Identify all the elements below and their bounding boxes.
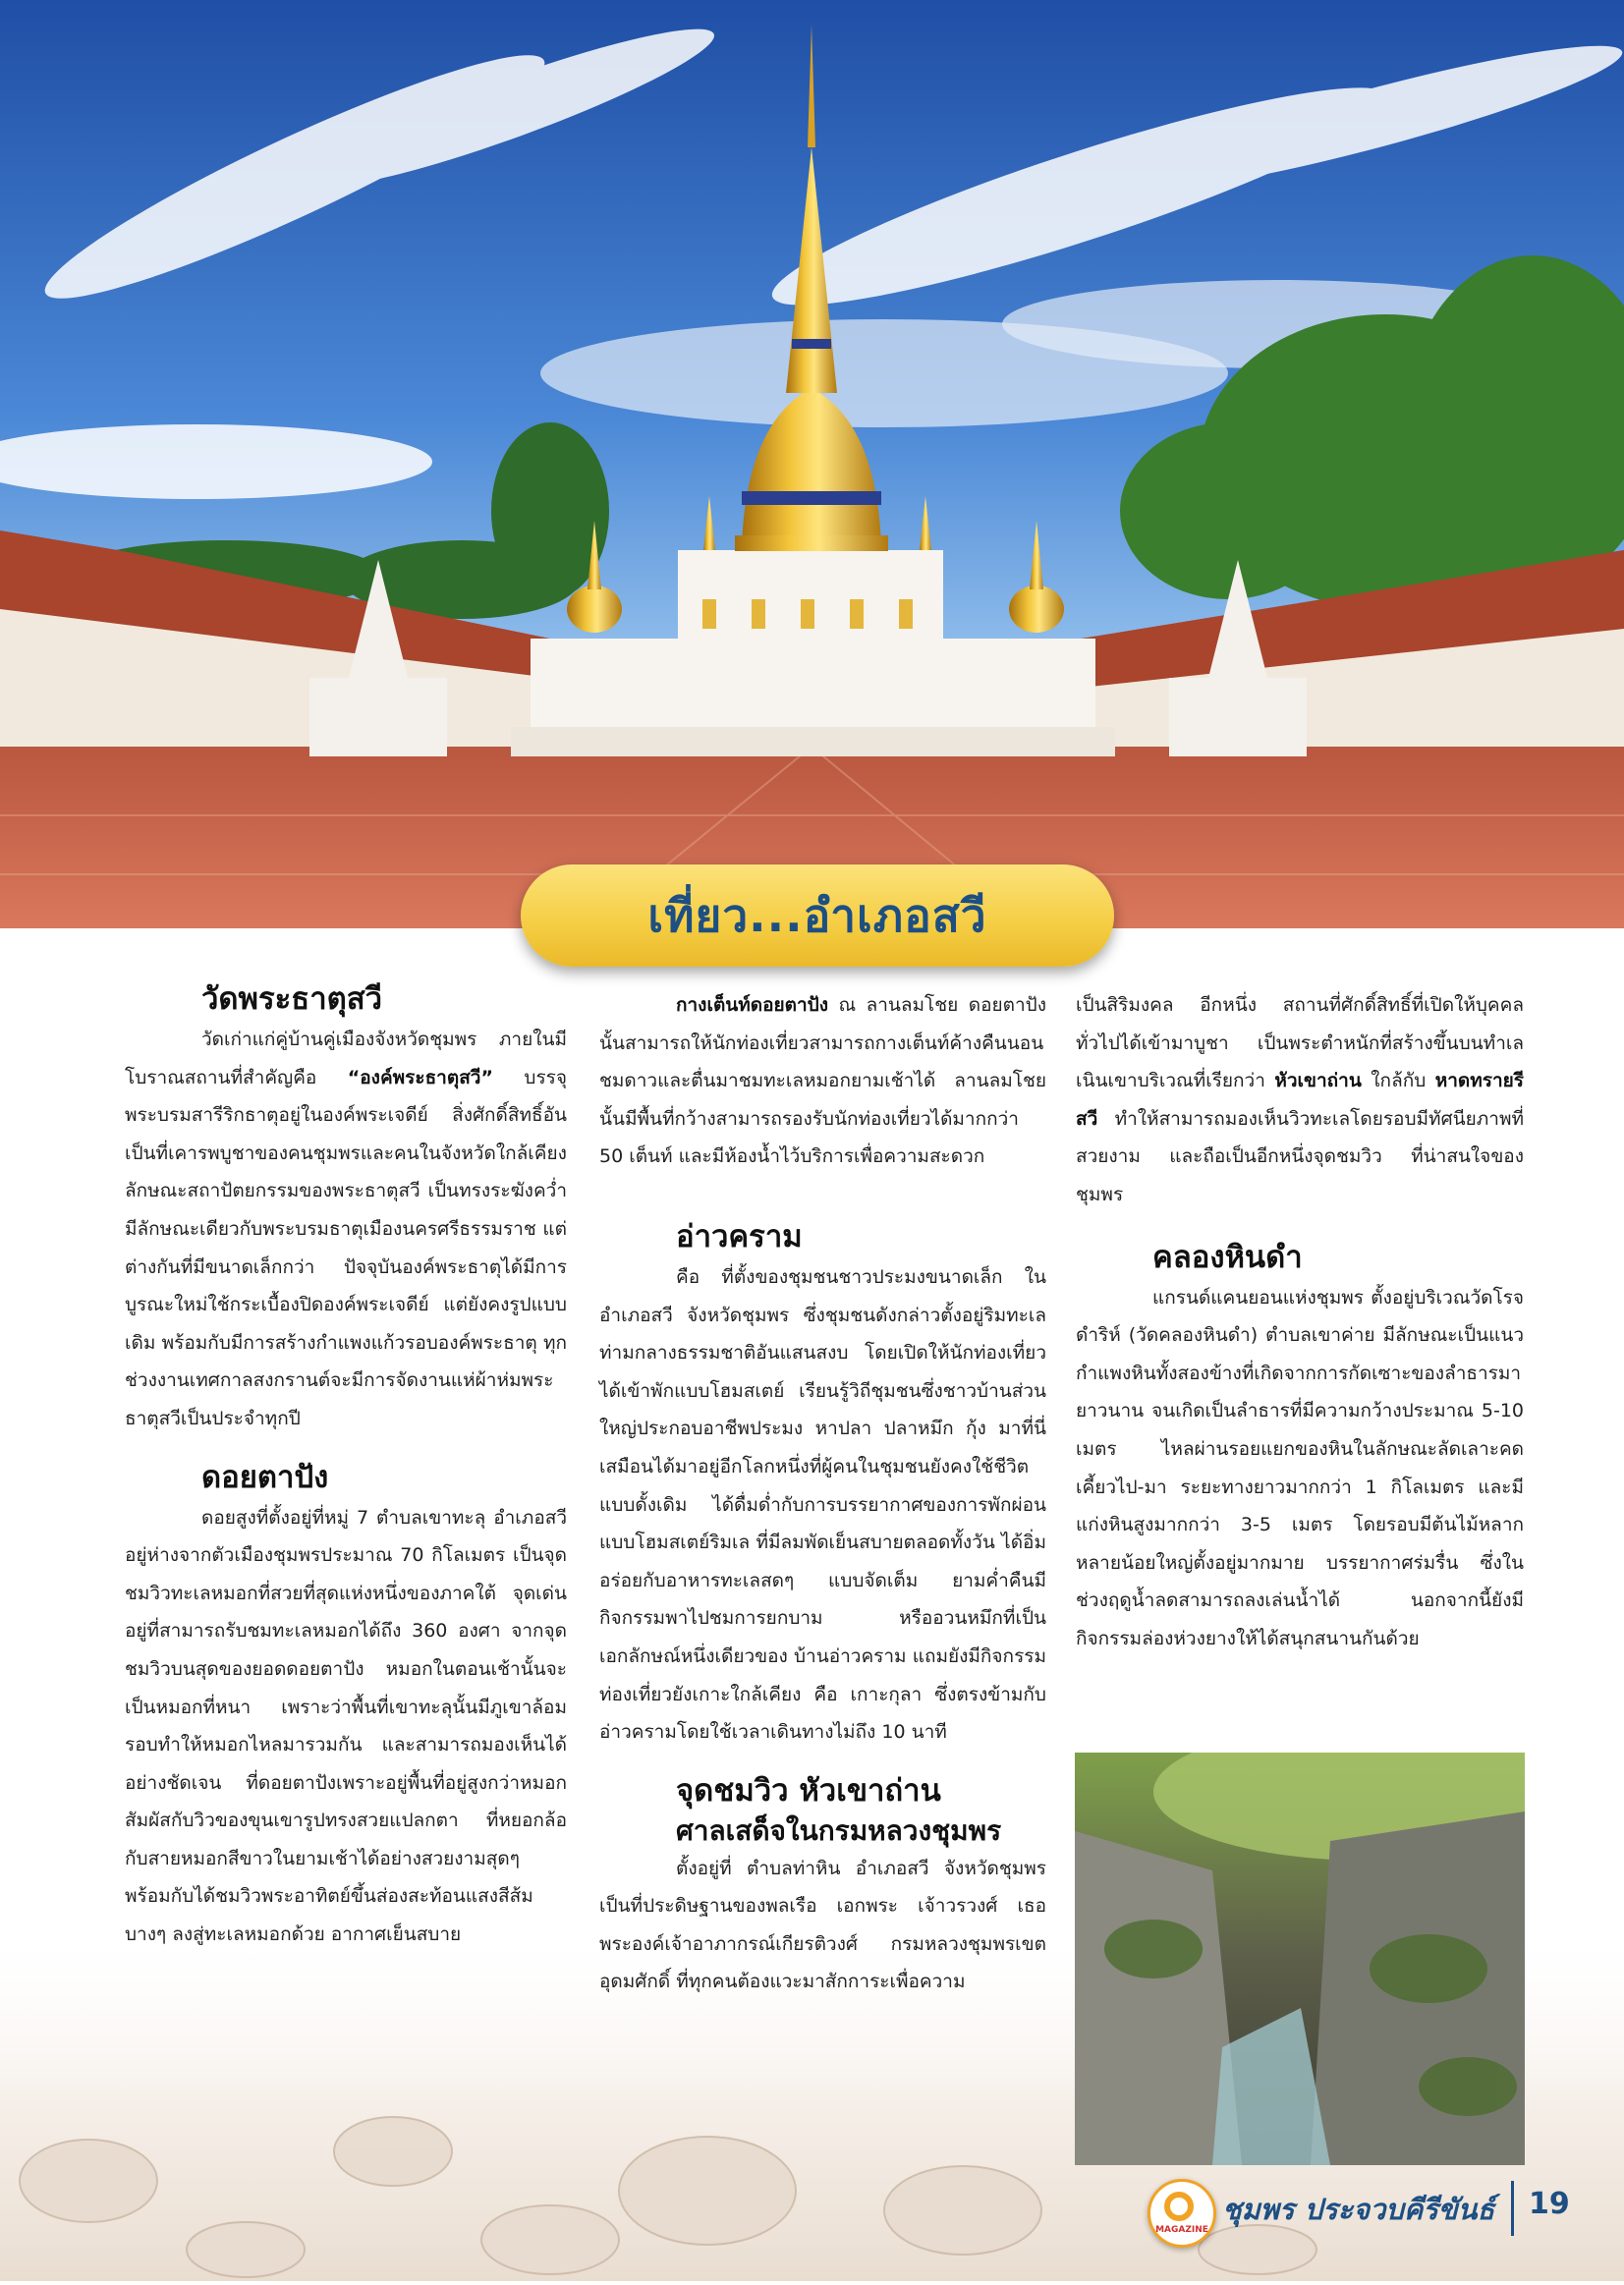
paragraph-shrine: ตั้งอยู่ที่ ตำบลท่าหิน อำเภอสวี จังหวัดชุมพร เป็นที่ประดิษฐานของพลเรือ เอกพระ เจ้าวรวงศ์ เธอ พระองค์เจ้าอาภากรณ์เกียรติวงศ์ กรมหลวงชุมพรเขตอุดมศักดิ์ ที่ทุกคนต้องแวะมาสักการะเพื่อความ xyxy=(599,1857,1046,1993)
bold-run: กางเต็นท์ดอยตาปัง xyxy=(676,994,829,1016)
logo-ring-icon xyxy=(1164,2192,1194,2221)
heading-ao-khram: อ่าวคราม xyxy=(676,1218,803,1254)
footer-divider xyxy=(1511,2181,1514,2236)
bold-run: หัวเขาถ่าน xyxy=(1274,1070,1362,1092)
hero-photo-pagoda xyxy=(0,0,1624,928)
subheading-shrine: ศาลเสด็จในกรมหลวงชุมพร xyxy=(676,1813,1002,1847)
paragraph-camping xyxy=(599,986,1046,1176)
paragraph-ao-khram: คือ ที่ตั้งของชุมชนชาวประมงขนาดเล็ก ในอำเภอสวี จังหวัดชุมพร ซึ่งชุมชนดังกล่าวตั้งอยู่ริมทะเลท่ามกลางธรรมชาติอันแสนสงบ โดยเปิดให้นักท่องเที่ยวได้เข้าพักแบบโฮมสเตย์ เรียนรู้วิถีชุมชนซึ่งชาวบ้านส่วนใหญ่ประกอบอาชีพประมง หาปลา ปลาหมึก กุ้ง มาที่นี่เสมือนได้มาอยู่อีกโลกหนึ่งที่ผู้คนในชุมชนยังคงใช้ชีวิตแบบดั้งเดิม ได้ดื่มด่ำกับการบรรยากาศของการพักผ่อนแบบโฮมสเตย์ริมเล ที่มีลมพัดเย็นสบายตลอดทั้งวัน ได้อิ่มอร่อยกับอาหารทะเลสดๆ แบบจัดเต็ม ยามค่ำคืนมีกิจกรรมพาไปชมการยกบาม หรืออวนหมึกที่เป็นเอกลักษณ์หนึ่งเดียวของ บ้านอ่าวคราม แถมยังมีกิจกรรมท่องเที่ยวยังเกาะใกล้เคียง คือ เกาะกุลา ซึ่งตรงข้ามกับอ่าวครามโดยใช้เวลาเดินทางไม่ถึง 10 นาที xyxy=(599,1265,1046,1744)
text-run: บรรจุพระบรมสารีริกธาตุอยู่ในองค์พระเจดีย์ สิ่งศักดิ์สิทธิ์อันเป็นที่เคารพบูชาของคนชุมพรและคนในจังหวัดใกล้เคียง ลักษณะสถาปัตยกรรมของพระธาตุสวี เป็นทรงระฆังคว่ำ มีลักษณะเดียวกับพระบรมธาตุเมืองนครศรีธรรมราช แต่ต่างกันที่มีขนาดเล็กกว่า ปัจจุบันองค์พระธาตุได้มีการบูรณะใหม่ใช้กระเบื้องปิดองค์พระเจดีย์ แต่ยังคงรูปแบบเดิม พร้อมกับมีการสร้างกำแพงแก้วรอบองค์พระธาตุ ทุกช่วงงานเทศกาลสงกรานต์จะมีการจัดงานแห่ผ้าห่มพระธาตุสวีเป็นประจำทุกปี xyxy=(125,1066,567,1429)
photo-khlong-hin-dam xyxy=(1075,1753,1525,2165)
text-run: วัดเก่าแก่คู่บ้านคู่เมืองจังหวัดชุมพร ภายในมีโบราณสถานที่สำคัญคือ xyxy=(125,1029,567,1088)
heading-khlong-hin-dam: คลองหินดำ xyxy=(1152,1239,1303,1275)
column-2 xyxy=(599,977,1046,2001)
column-3 xyxy=(1076,977,1524,1658)
banner-title: เที่ยว...อำเภอสวี xyxy=(647,888,987,942)
paragraph-doi-ta-pang: ดอยสูงที่ตั้งอยู่ที่หมู่ 7 ตำบลเขาทะลุ อำเภอสวี อยู่ห่างจากตัวเมืองชุมพรประมาณ 70 กิโลเมตร เป็นจุดชมวิวทะเลหมอกที่สวยที่สุดแห่งหนึ่งของภาคใต้ จุดเด่นอยู่ที่สามารถรับชมทะเลหมอกได้ถึง 360 องศา จากจุดชมวิวบนสุดของยอดดอยตาปัง หมอกในตอนเช้านั้นจะเป็นหมอกที่หนา เพราะว่าพื้นที่เขาทะลุนั้นมีภูเขาล้อมรอบทำให้หมอกไหลมารวมกัน และสามารถมองเห็นได้อย่างชัดเจน ที่ดอยตาปังเพราะอยู่พื้นที่อยู่สูงกว่าหมอก สัมผัสกับวิวของขุนเขารูปทรงสวยแปลกตา ที่หยอกล้อกับสายหมอกสีขาวในยามเช้าได้อย่างสวยงามสุดๆ พร้อมกับได้ชมวิวพระอาทิตย์ขึ้นส่องสะท้อนแสงสีส้มบางๆ ลงสู่ทะเลหมอกด้วย อากาศเย็นสบาย xyxy=(125,1506,567,1946)
paragraph-wat-phra-that-sawi xyxy=(125,1021,567,1438)
footer-title: ชุมพร ประจวบคีรีขันธ์ xyxy=(1222,2193,1495,2226)
text-run: ทำให้สามารถมองเห็นวิวทะเลโดยรอบมีทัศนียภาพที่สวยงาม และถือเป็นอีกหนึ่งจุดชมวิว ที่น่าสนใจของชุมพร xyxy=(1076,1107,1524,1205)
heading-wat-phra-that-sawi: วัดพระธาตุสวี xyxy=(201,981,383,1017)
text-run: เป็นสิริมงคล อีกหนึ่ง สถานที่ศักดิ์สิทธิ์ที่เปิดให้บุคคลทั่วไปได้เข้ามาบูชา เป็นพระตำหนักที่สร้างขึ้นบนทำเลเนินเขาบริเวณที่เรียกว่า xyxy=(1076,994,1524,1092)
page-number: 19 xyxy=(1529,2187,1570,2221)
heading-doi-ta-pang: ดอยตาปัง xyxy=(201,1459,329,1495)
paragraph-khlong-hin-dam: แกรนด์แคนยอนแห่งชุมพร ตั้งอยู่บริเวณวัดโรจดำริห์ (วัดคลองหินดำ) ตำบลเขาค่าย มีลักษณะเป็นแนวกำแพงหินทั้งสองข้างที่เกิดจากการกัดเซาะของลำธารมายาวนาน จนเกิดเป็นลำธารที่มีความกว้างประมาณ 5-10 เมตร ไหลผ่านรอยแยกของหินในลักษณะลัดเลาะคดเคี้ยวไป-มา ระยะทางยาวมากกว่า 1 กิโลเมตร และมีแก่งหินสูงมากกว่า 3-5 เมตร โดยรอบมีต้นไม้หลากหลายน้อยใหญ่ตั้งอยู่มากมาย บรรยากาศร่มรื่น ซึ่งในช่วงฤดูน้ำลดสามารถลงเล่นน้ำได้ นอกจากนี้ยังมีกิจกรรมล่องห่วงยางให้ได้สนุกสนานกันด้วย xyxy=(1076,1286,1524,1649)
title-banner xyxy=(521,864,1114,967)
magazine-logo xyxy=(1148,2179,1216,2248)
text-run: ณ ลานลมโชย ดอยตาปัง นั้นสามารถให้นักท่องเที่ยวสามารถกางเต็นท์ค้างคืนนอนชมดาวและตื่นมาชมทะเลหมอกยามเช้าได้ ลานลมโชยนั้นมีพื้นที่กว้างสามารถรองรับนักท่องเที่ยวได้มากกว่า 50 เต็นท์ และมีห้องน้ำไว้บริการเพื่อความสะดวก xyxy=(599,994,1046,1168)
bold-run: หาดทรายรี สวี xyxy=(1076,1070,1524,1130)
logo-text: MAGAZINE xyxy=(1155,2225,1208,2235)
heading-hua-khao-than: จุดชมวิว หัวเขาถ่าน xyxy=(676,1772,941,1809)
text-run: ใกล้กับ xyxy=(1361,1070,1435,1092)
paragraph-shrine-cont xyxy=(1076,986,1524,1214)
bold-run: “องค์พระธาตุสวี” xyxy=(347,1066,493,1088)
column-1 xyxy=(125,977,567,1954)
